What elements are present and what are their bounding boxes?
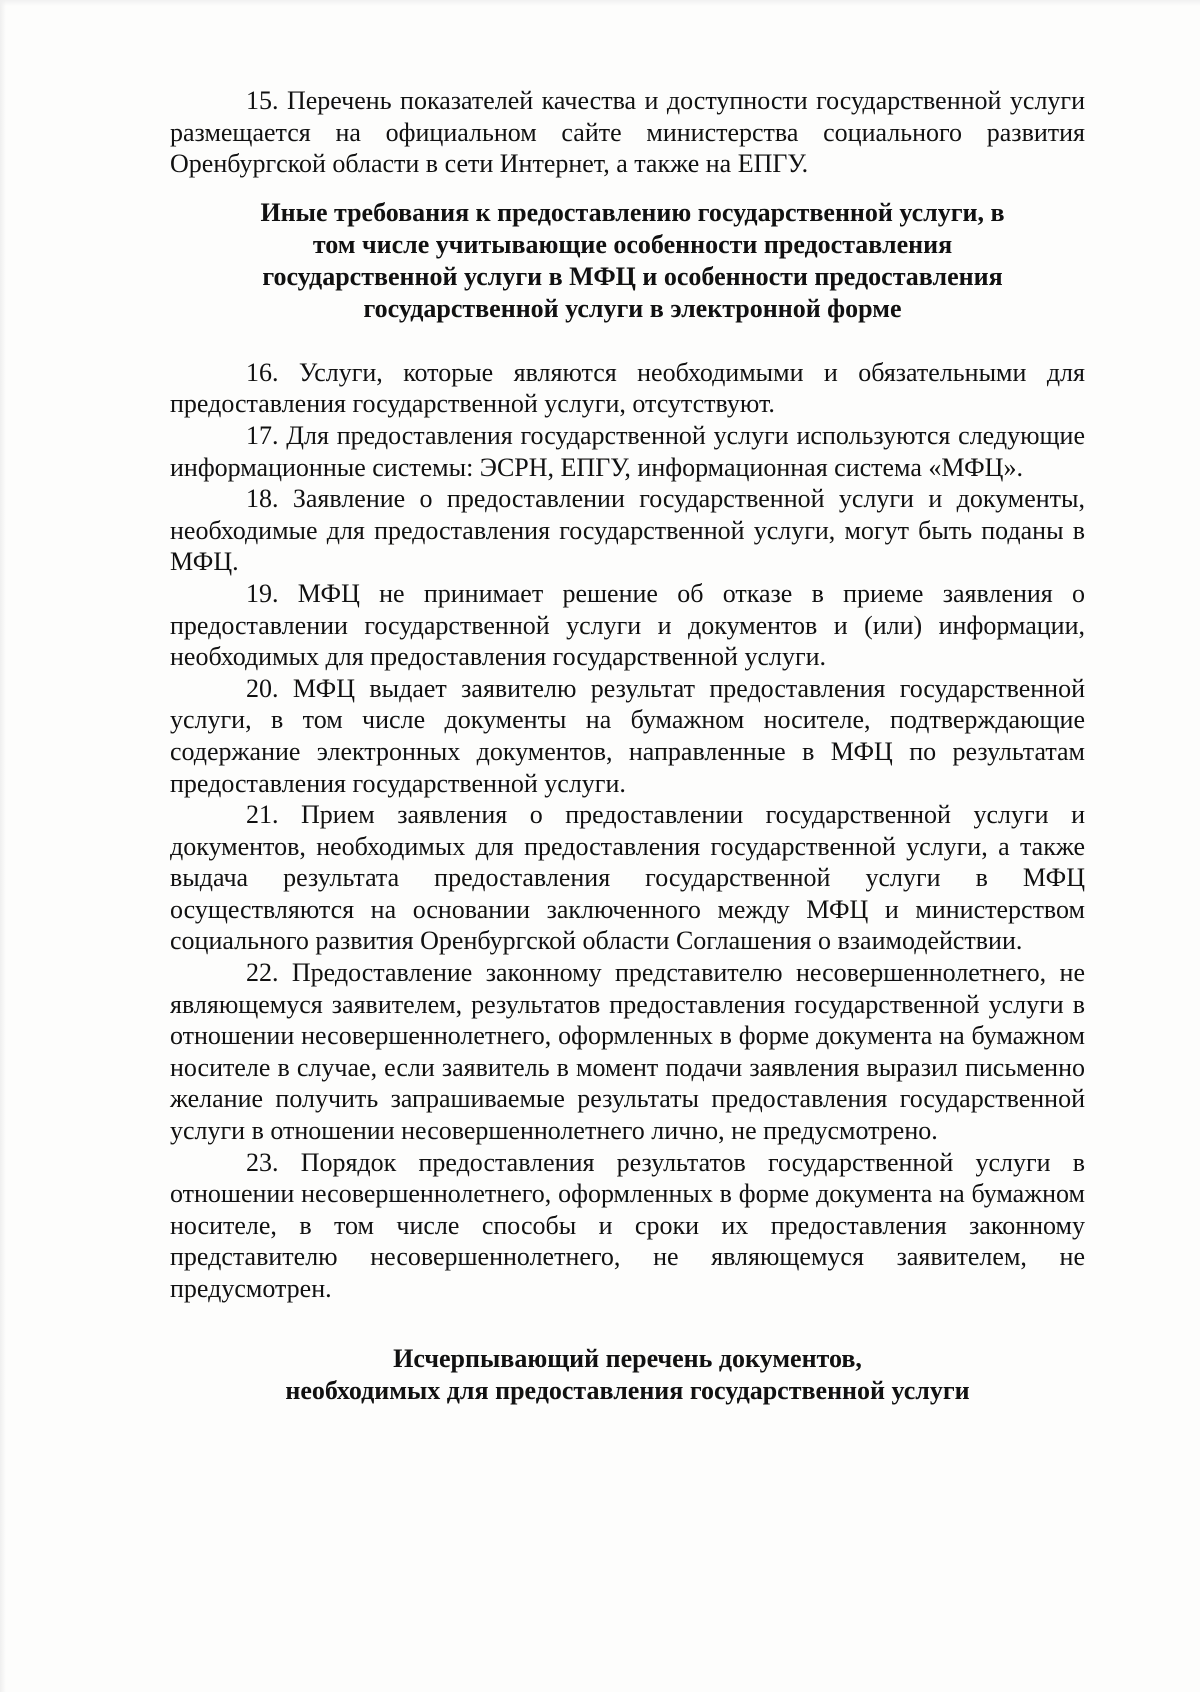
paragraph-15: 15. Перечень показателей качества и доступности государственной услуги размещается на официальном сайте министерства социального развития Оренбургской области в сети Интернет, а также на ЕПГУ. (170, 86, 1085, 179)
document-body (170, 85, 1085, 1407)
scan-left-shadow (0, 0, 6, 1692)
paragraph-21: 21. Прием заявления о предоставлении государственной услуги и документов, необходимых для предоставления государственной услуги, а также выдача результата предоставления государственной услуги в МФЦ осуществляются на основании заключенного между МФЦ и министерством социального развития Оренбургской области Соглашения о взаимодействии. (170, 800, 1085, 956)
paragraph-22: 22. Предоставление законному представителю несовершеннолетнего, не являющемуся заявителем, результатов предоставления государственной услуги в отношении несовершеннолетнего, оформленных в форме документа на бумажном носителе в случае, если заявитель в момент подачи заявления выразил письменно желание получить запрашиваемые результаты предоставления государственной услуги в отношении несовершеннолетнего лично, не предусмотрено. (170, 958, 1085, 1146)
scan-top-shadow (0, 0, 1200, 6)
paragraph-23: 23. Порядок предоставления результатов государственной услуги в отношении несовершеннолетнего, оформленных в форме документа на бумажном носителе, в том числе способы и сроки их предоставления законному представителю несовершеннолетнего, не являющемуся заявителем, не предусмотрен. (170, 1147, 1085, 1303)
paragraph-19: 19. МФЦ не принимает решение об отказе в приеме заявления о предоставлении государственной услуги и документов и (или) информации, необходимых для предоставления государственной услуги. (170, 578, 1085, 672)
paragraph-17: 17. Для предоставления государственной услуги используются следующие информационные системы: ЭСРН, ЕПГУ, информационная система «МФЦ». (170, 420, 1085, 482)
section-heading-other-requirements: Иные требования к предоставлению государственной услуги, в том числе учитывающие особенности предоставления государственной услуги в МФЦ и особенности предоставления государственной услуги в электронной форме (260, 197, 1005, 323)
paragraph-18: 18. Заявление о предоставлении государственной услуги и документы, необходимые для предоставления государственной услуги, могут быть поданы в МФЦ. (170, 484, 1085, 577)
section-heading-documents-list: Исчерпывающий перечень документов, необходимых для предоставления государственной услуги (285, 1343, 970, 1405)
paragraph-20: 20. МФЦ выдает заявителю результат предоставления государственной услуги, в том числе документы на бумажном носителе, подтверждающие содержание электронных документов, направленные в МФЦ по результатам предоставления государственной услуги. (170, 673, 1085, 798)
paragraph-16: 16. Услуги, которые являются необходимыми и обязательными для предоставления государственной услуги, отсутствуют. (170, 357, 1085, 419)
